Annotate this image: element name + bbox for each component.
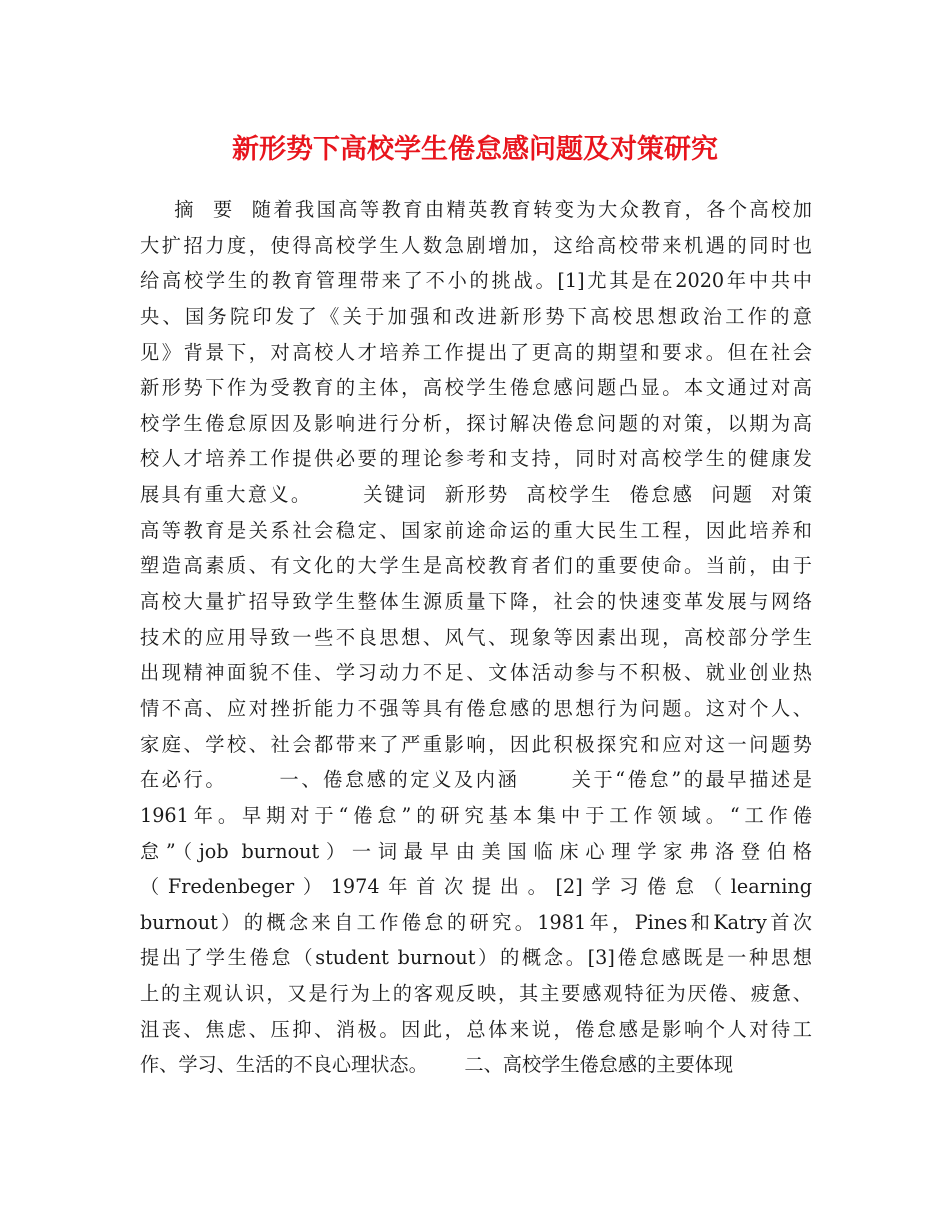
body-line: 出现精神面貌不佳、学习动力不足、文体活动参与不积极、就业创业热 [140,661,812,685]
document-body [140,192,812,1083]
body-line: 给高校学生的教育管理带来了不小的挑战。[1]尤其是在2020年中共中 [140,269,812,293]
body-line: 怠”（job burnout）一词最早由美国临床心理学家弗洛登伯格 [140,839,812,863]
body-line: 新形势下作为受教育的主体，高校学生倦怠感问题凸显。本文通过对高 [140,376,812,400]
body-line: 情不高、应对挫折能力不强等具有倦怠感的思想行为问题。这对个人、 [140,696,812,720]
body-line: 作、学习、生活的不良心理状态。 二、高校学生倦怠感的主要体现 [140,1053,734,1077]
body-line: burnout）的概念来自工作倦怠的研究。1981年，Pines和Katry首次 [140,910,812,934]
body-line: （Fredenbeger）1974年首次提出。[2]学习倦怠（learning [140,875,812,899]
body-line: 摘 要 随着我国高等教育由精英教育转变为大众教育，各个高校加 [140,198,812,221]
body-line: 央、国务院印发了《关于加强和改进新形势下高校思想政治工作的意 [140,304,812,328]
body-line: 高等教育是关系社会稳定、国家前途命运的重大民生工程，因此培养和 [140,518,812,542]
body-line: 校学生倦怠原因及影响进行分析，探讨解决倦怠问题的对策，以期为高 [140,411,812,435]
body-line: 技术的应用导致一些不良思想、风气、现象等因素出现，高校部分学生 [140,625,812,649]
body-line: 提出了学生倦怠（student burnout）的概念。[3]倦怠感既是一种思想 [140,946,812,970]
body-line: 展具有重大意义。 关键词 新形势 高校学生 倦怠感 问题 对策 [140,483,812,507]
body-line: 1961年。早期对于“倦怠”的研究基本集中于工作领域。“工作倦 [140,803,812,827]
document-title: 新形势下高校学生倦怠感问题及对策研究 [232,134,718,165]
body-line: 在必行。 一、倦怠感的定义及内涵 关于“倦怠”的最早描述是 [140,768,812,792]
body-line: 家庭、学校、社会都带来了严重影响，因此积极探究和应对这一问题势 [140,732,812,756]
body-line: 大扩招力度，使得高校学生人数急剧增加，这给高校带来机遇的同时也 [140,233,812,257]
body-line: 见》背景下，对高校人才培养工作提出了更高的期望和要求。但在社会 [140,340,812,364]
body-line: 上的主观认识，又是行为上的客观反映，其主要感观特征为厌倦、疲惫、 [140,982,812,1006]
body-line: 沮丧、焦虑、压抑、消极。因此，总体来说，倦怠感是影响个人对待工 [140,1017,812,1041]
body-line: 校人才培养工作提供必要的理论参考和支持，同时对高校学生的健康发 [140,447,812,471]
body-line: 高校大量扩招导致学生整体生源质量下降，社会的快速变革发展与网络 [140,590,812,614]
body-line: 塑造高素质、有文化的大学生是高校教育者们的重要使命。当前，由于 [140,554,812,578]
